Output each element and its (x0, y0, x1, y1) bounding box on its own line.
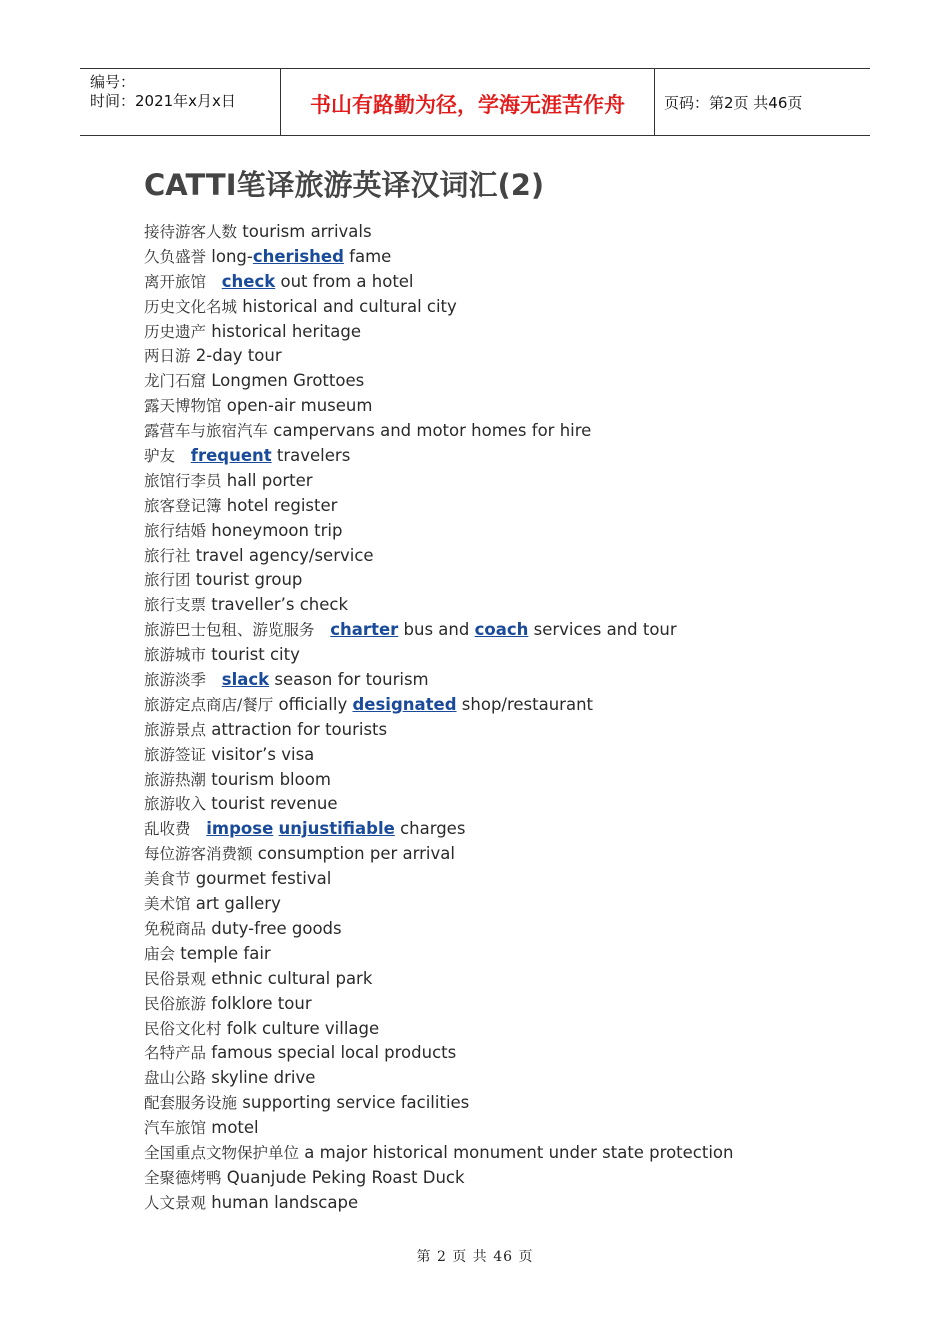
vocab-english-term (211, 1068, 315, 1087)
vocab-text: travel agency/service (195, 545, 374, 565)
vocab-text: open-air museum (226, 396, 373, 416)
vocab-text: season for tourism (269, 670, 429, 690)
vocab-english-term (211, 745, 314, 764)
vocab-chinese-term: 免税商品 (144, 919, 207, 938)
vocab-text: folklore tour (211, 993, 312, 1013)
vocab-chinese-term: 旅游景点 (144, 720, 207, 739)
vocab-text: historical and cultural city (242, 296, 457, 316)
vocab-chinese-term: 旅行社 (144, 546, 191, 565)
vocab-entry (144, 295, 864, 320)
vocab-chinese-term: 庙会 (144, 944, 176, 963)
vocab-entry (144, 942, 864, 967)
vocab-entry (144, 967, 864, 992)
vocab-text: bus and (398, 620, 475, 640)
vocab-english-term (211, 720, 387, 739)
vocab-entry (144, 419, 864, 444)
vocab-text: duty-free goods (211, 918, 342, 938)
vocab-chinese-term: 接待游客人数 (144, 223, 238, 241)
keyword-link[interactable]: charter (330, 620, 399, 640)
vocab-text: fame (343, 246, 392, 266)
vocab-text: tourism arrivals (242, 222, 372, 241)
vocab-english-term (211, 794, 337, 813)
vocab-text: consumption per arrival (257, 844, 455, 864)
vocab-text: out from a hotel (275, 271, 414, 291)
vocab-entry (144, 544, 864, 569)
vocab-chinese-term: 旅游定点商店/餐厅 (144, 695, 274, 714)
vocab-entry (144, 519, 864, 544)
vocab-text: a major historical monument under state protection (304, 1142, 734, 1162)
keyword-link[interactable]: frequent (190, 446, 272, 466)
vocab-english-term (211, 670, 428, 689)
vocab-english-term (211, 247, 391, 266)
vocab-english-term (258, 844, 455, 863)
vocab-chinese-term: 配套服务设施 (144, 1094, 238, 1113)
vocab-text: visitor’s visa (211, 744, 315, 764)
vocab-text: historical heritage (211, 321, 362, 341)
vocab-entry (144, 444, 864, 469)
vocab-entry (144, 220, 864, 245)
vocab-entry (144, 1116, 864, 1141)
vocab-chinese-term: 旅游签证 (144, 745, 207, 764)
vocab-entry (144, 270, 864, 295)
vocab-entry (144, 344, 864, 369)
vocab-chinese-term: 每位游客消费额 (144, 845, 253, 864)
vocab-entry (144, 768, 864, 793)
vocab-english-term (180, 944, 270, 963)
vocab-entry (144, 643, 864, 668)
vocab-text: traveller’s check (211, 595, 349, 615)
vocab-entry (144, 394, 864, 419)
vocab-text: motel (211, 1118, 259, 1138)
vocab-chinese-term: 盘山公路 (144, 1069, 207, 1088)
vocab-text: human landscape (211, 1192, 359, 1212)
vocab-text: ethnic cultural park (211, 968, 373, 988)
vocab-text: tourist group (195, 570, 303, 590)
vocab-text: gourmet festival (195, 869, 332, 889)
page-footer: 第 2 页 共 46 页 (416, 1249, 534, 1265)
vocab-chinese-term: 旅游收入 (144, 795, 207, 814)
vocab-english-term (196, 894, 281, 913)
serial-label: 编号： (90, 73, 136, 91)
vocab-chinese-term: 露天博物馆 (144, 397, 222, 416)
vocab-english-term (211, 322, 361, 341)
vocab-text: tourist city (211, 645, 300, 665)
vocab-english-term (278, 695, 593, 714)
vocab-text: attraction for tourists (211, 719, 388, 739)
vocab-chinese-term: 旅游巴士包租、游览服务 (144, 621, 315, 640)
vocab-entry (144, 1017, 864, 1042)
vocab-chinese-term: 旅行团 (144, 571, 191, 590)
vocab-entry (144, 867, 864, 892)
vocab-entry (144, 792, 864, 817)
vocab-text: tourist revenue (211, 794, 338, 814)
vocab-english-term (211, 371, 364, 390)
vocab-english-term (180, 446, 350, 465)
vocab-chinese-term: 民俗景观 (144, 969, 207, 988)
vocab-english-term (196, 546, 374, 565)
vocab-english-term (211, 1043, 456, 1062)
vocab-english-term (273, 421, 591, 440)
vocab-english-term (196, 346, 282, 365)
vocab-text: campervans and motor homes for hire (273, 421, 592, 441)
vocab-english-term (211, 969, 372, 988)
vocab-entry (144, 593, 864, 618)
vocab-chinese-term: 旅游城市 (144, 646, 207, 665)
vocab-english-term (242, 222, 371, 241)
vocab-chinese-term: 美术馆 (144, 895, 191, 914)
header-meta (80, 69, 281, 135)
vocab-english-term (227, 496, 338, 515)
vocab-entry (144, 743, 864, 768)
keyword-link[interactable]: unjustifiable (278, 819, 395, 839)
vocab-text (196, 819, 207, 838)
vocab-english-term (211, 1193, 358, 1212)
vocab-entry (144, 320, 864, 345)
vocab-english-term (196, 570, 303, 589)
vocab-text (180, 446, 191, 465)
vocab-chinese-term: 全国重点文物保护单位 (144, 1143, 300, 1162)
vocab-entry (144, 1141, 864, 1166)
vocab-entry (144, 245, 864, 270)
vocab-text: art gallery (195, 894, 281, 914)
vocab-entry (144, 1191, 864, 1216)
keyword-link[interactable]: designated (352, 694, 457, 714)
vocab-entry (144, 892, 864, 917)
vocab-english-term (211, 994, 311, 1013)
vocab-entry (144, 1091, 864, 1116)
vocab-chinese-term: 龙门石窟 (144, 372, 207, 391)
vocab-chinese-term: 旅游热潮 (144, 770, 207, 789)
vocab-english-term (196, 819, 466, 838)
vocab-text: 2-day tour (195, 346, 282, 366)
vocab-chinese-term: 民俗旅游 (144, 994, 207, 1013)
vocab-chinese-term: 露营车与旅宿汽车 (144, 422, 269, 441)
vocab-entry (144, 369, 864, 394)
vocab-chinese-term: 驴友 (144, 447, 176, 466)
vocab-text: tourism bloom (211, 769, 331, 789)
vocab-chinese-term: 美食节 (144, 870, 191, 889)
vocab-text: long- (211, 246, 253, 266)
vocab-text: Quanjude Peking Roast Duck (226, 1167, 465, 1187)
vocab-english-term (211, 645, 300, 664)
page-header (80, 68, 870, 136)
vocab-chinese-term: 离开旅馆 (144, 272, 207, 291)
vocab-entry (144, 1166, 864, 1191)
vocab-chinese-term: 两日游 (144, 347, 191, 366)
vocab-chinese-term: 旅行支票 (144, 596, 207, 615)
vocab-text: honeymoon trip (211, 520, 343, 540)
vocab-english-term (227, 1019, 379, 1038)
vocab-entry (144, 618, 864, 643)
vocab-text: famous special local products (211, 1043, 457, 1063)
vocab-text (320, 620, 331, 639)
vocab-text (211, 670, 222, 689)
vocab-text: shop/restaurant (456, 694, 594, 714)
vocab-chinese-term: 久负盛誉 (144, 247, 207, 266)
vocab-entry (144, 842, 864, 867)
vocab-english-term (211, 272, 413, 291)
vocab-text (211, 272, 222, 291)
vocab-chinese-term: 全聚德烤鸭 (144, 1168, 222, 1187)
vocab-entry (144, 469, 864, 494)
header-motto: 书山有路勤为径，学海无涯苦作舟 (281, 69, 655, 135)
vocabulary-list (144, 220, 864, 1216)
vocab-entry (144, 1066, 864, 1091)
vocab-chinese-term: 名特产品 (144, 1044, 207, 1063)
vocab-english-term (211, 770, 331, 789)
vocab-chinese-term: 人文景观 (144, 1193, 207, 1212)
document-title: CATTI笔译旅游英译汉词汇(2) (144, 168, 545, 202)
vocab-text: supporting service facilities (242, 1093, 470, 1113)
vocab-english-term (196, 869, 332, 888)
keyword-link[interactable]: cherished (252, 246, 344, 266)
keyword-link[interactable]: slack (221, 670, 270, 690)
vocab-text: officially (278, 694, 353, 714)
vocab-chinese-term: 历史文化名城 (144, 297, 238, 316)
vocab-chinese-term: 旅行结婚 (144, 521, 207, 540)
vocab-english-term (227, 1168, 465, 1187)
vocab-text: travelers (271, 446, 351, 466)
vocab-english-term (320, 620, 677, 639)
vocab-entry (144, 817, 864, 842)
vocab-english-term (227, 471, 313, 490)
vocab-english-term (242, 1093, 469, 1112)
vocab-english-term (211, 521, 342, 540)
vocab-entry (144, 718, 864, 743)
vocab-text: folk culture village (226, 1018, 380, 1038)
vocab-text: hotel register (226, 495, 338, 515)
vocab-entry (144, 668, 864, 693)
vocab-chinese-term: 汽车旅馆 (144, 1119, 207, 1138)
vocab-english-term (211, 919, 341, 938)
time-label: 时间：2021年x月x日 (90, 92, 236, 110)
vocab-chinese-term: 乱收费 (144, 820, 191, 839)
keyword-link[interactable]: check (221, 271, 276, 291)
vocab-english-term (304, 1143, 733, 1162)
vocab-text: Longmen Grottoes (211, 371, 365, 391)
vocab-entry (144, 917, 864, 942)
vocab-text: hall porter (226, 470, 313, 490)
vocab-english-term (211, 1118, 258, 1137)
vocab-chinese-term: 旅游淡季 (144, 671, 207, 690)
vocab-entry (144, 992, 864, 1017)
vocab-chinese-term: 旅馆行李员 (144, 471, 222, 490)
vocab-entry (144, 568, 864, 593)
header-page-info: 页码：第2页 共46页 (664, 93, 803, 112)
vocab-english-term (211, 595, 348, 614)
vocab-chinese-term: 民俗文化村 (144, 1019, 222, 1038)
vocab-chinese-term: 历史遗产 (144, 322, 207, 341)
vocab-english-term (227, 396, 373, 415)
keyword-link[interactable]: coach (474, 620, 529, 640)
vocab-text: temple fair (180, 943, 271, 963)
vocab-english-term (242, 297, 457, 316)
vocab-entry (144, 693, 864, 718)
vocab-text: services and tour (528, 620, 677, 640)
vocab-text: charges (394, 819, 466, 839)
keyword-link[interactable]: impose (206, 819, 274, 839)
vocab-entry (144, 494, 864, 519)
vocab-entry (144, 1041, 864, 1066)
vocab-chinese-term: 旅客登记簿 (144, 496, 222, 515)
vocab-text: skyline drive (211, 1068, 316, 1088)
